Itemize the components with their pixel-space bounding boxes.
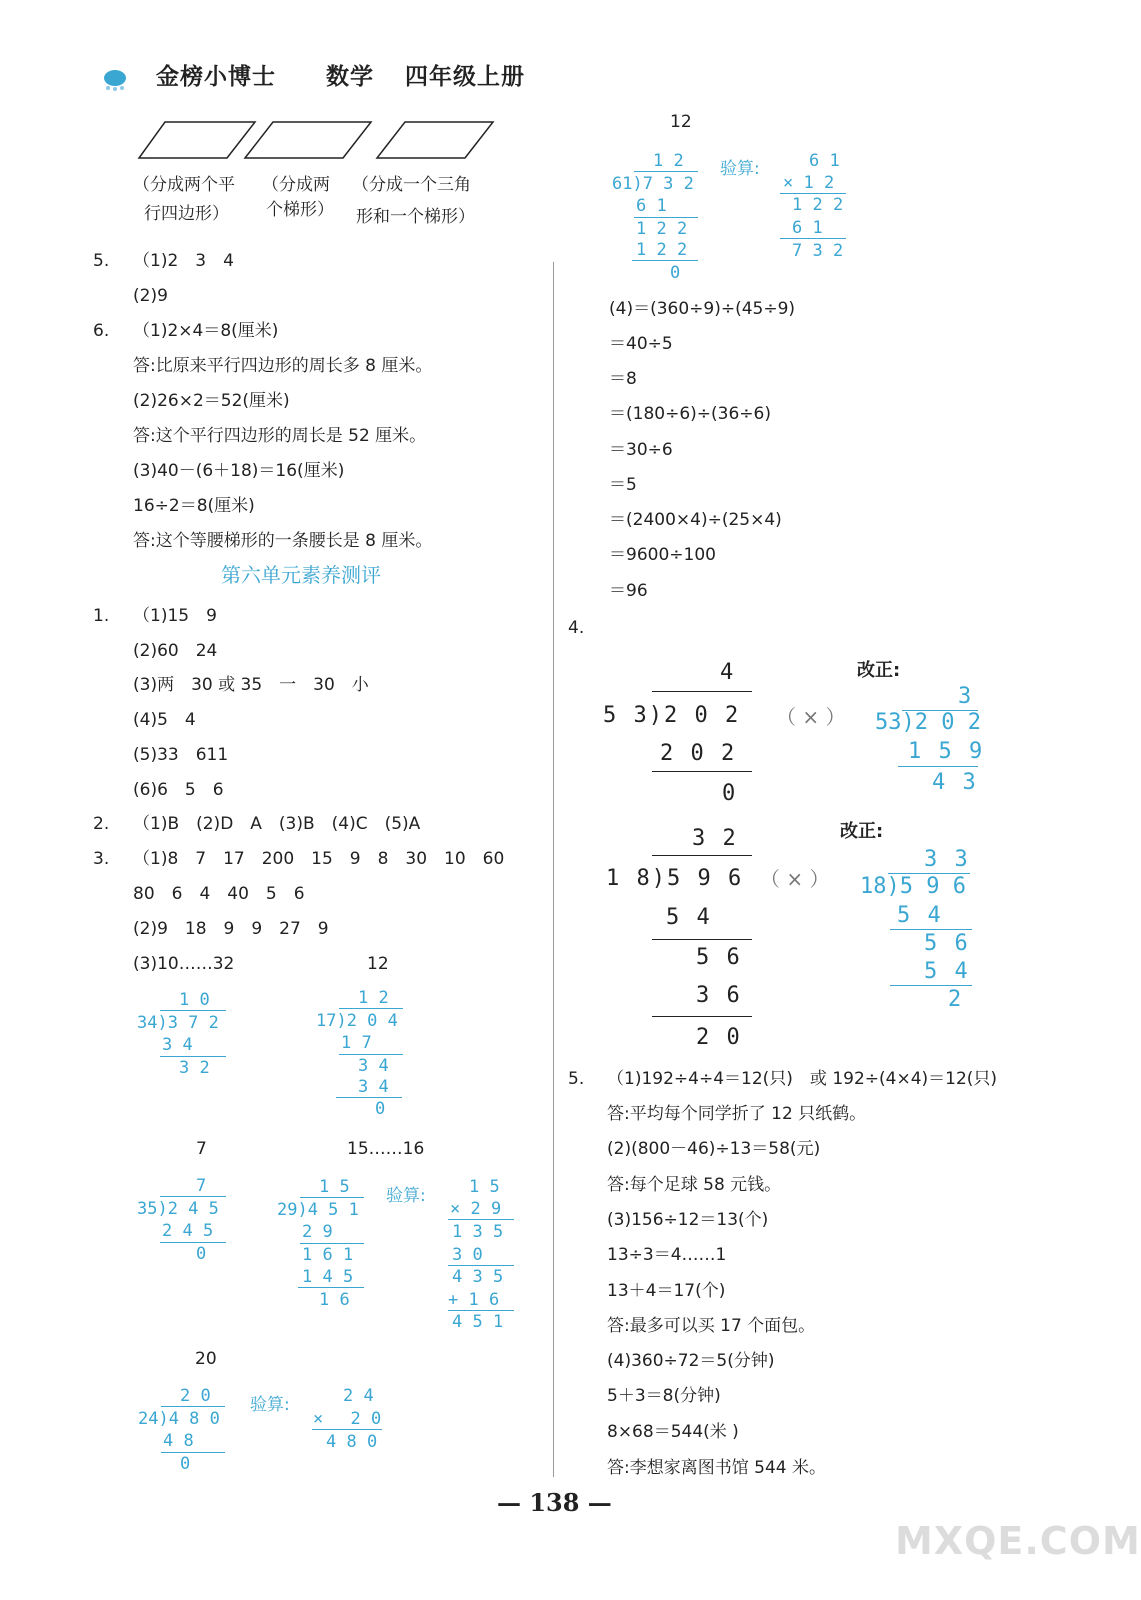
header-subject: 数学 (326, 64, 374, 90)
answer-line: （1)192÷4÷4＝12(只) 或 192÷(4×4)＝12(只) (607, 1069, 998, 1089)
check-label: 验算: (720, 159, 760, 179)
wrong-mark: （ × ） (776, 705, 846, 729)
answer-line: (4)＝(360÷9)÷(45÷9) (609, 299, 796, 319)
header-brand: 金榜小博士 (156, 64, 276, 90)
parallelogram-shapes (135, 118, 500, 163)
answer-line: 5＋3＝8(分钟) (607, 1386, 721, 1406)
check-label: 验算: (250, 1395, 290, 1415)
fix-label: 改正: (857, 660, 901, 681)
page-number: — 138 — (497, 1488, 612, 1517)
answer-line: 13÷3＝4……1 (607, 1245, 727, 1265)
answer-line: ＝9600÷100 (609, 545, 716, 565)
section-title: 第六单元素养测评 (221, 563, 381, 587)
answer-line: ＝5 (609, 475, 637, 495)
answer-line: (2)9 (133, 286, 168, 306)
question-number: 3. (93, 849, 110, 869)
answer-line: 答:李想家离图书馆 544 米。 (607, 1458, 826, 1478)
answer-line: （1)15 9 (133, 606, 217, 626)
answer-line: (2)26×2＝52(厘米) (133, 391, 290, 411)
answer-line: ＝30÷6 (609, 440, 673, 460)
question-number: 5. (93, 251, 110, 271)
answer-line: 答:这个等腰梯形的一条腰长是 8 厘米。 (133, 531, 433, 551)
shape-caption: （分成一个三角 (352, 175, 471, 195)
answer-line: (3)10……32 (133, 954, 235, 974)
answer-line: (4)5 4 (133, 710, 196, 730)
answer-line: (3)156÷12＝13(个) (607, 1210, 769, 1230)
answer-line: 16÷2＝8(厘米) (133, 496, 255, 516)
shape-caption: 形和一个梯形） (356, 207, 475, 227)
answer-line: (6)6 5 6 (133, 780, 224, 800)
fix-label: 改正: (840, 821, 884, 842)
answer-line: 答:最多可以买 17 个面包。 (607, 1316, 816, 1336)
check-label: 验算: (386, 1186, 426, 1206)
answer-line: 答:每个足球 58 元钱。 (607, 1175, 782, 1195)
answer-line: 7 (196, 1139, 207, 1159)
answer-line: 13＋4＝17(个) (607, 1281, 726, 1301)
answer-line: (5)33 611 (133, 745, 229, 765)
shape-caption: （分成两 (262, 175, 330, 195)
answer-line: （1)B (2)D A (3)B (4)C (5)A (133, 814, 421, 834)
answer-line: (2)(800－46)÷13＝58(元) (607, 1139, 821, 1159)
question-number: 1. (93, 606, 110, 626)
answer-line: (3)40－(6＋18)＝16(厘米) (133, 461, 345, 481)
question-number: 6. (93, 321, 110, 341)
wrong-mark: （ × ） (760, 867, 830, 891)
answer-line: (2)9 18 9 9 27 9 (133, 919, 329, 939)
answer-line: 80 6 4 40 5 6 (133, 884, 305, 904)
answer-line: 8×68＝544(米 ) (607, 1422, 739, 1442)
answer-line: ＝8 (609, 369, 637, 389)
answer-line: 12 (670, 112, 692, 132)
header-grade: 四年级上册 (405, 64, 525, 90)
question-number: 5. (568, 1069, 585, 1089)
column-divider (553, 262, 554, 1477)
answer-line: （1)2×4＝8(厘米) (133, 321, 279, 341)
answer-line: （1)8 7 17 200 15 9 8 30 10 60 (133, 849, 505, 869)
answer-line: 答:比原来平行四边形的周长多 8 厘米。 (133, 356, 433, 376)
answer-line: (4)360÷72＝5(分钟) (607, 1351, 775, 1371)
shape-caption: 行四边形） (144, 204, 229, 224)
answer-line: ＝40÷5 (609, 334, 673, 354)
answer-line: ＝(2400×4)÷(25×4) (609, 510, 782, 530)
answer-line: (2)60 24 (133, 641, 218, 661)
answer-line: (3)两 30 或 35 一 30 小 (133, 675, 369, 695)
answer-line: ＝(180÷6)÷(36÷6) (609, 404, 771, 424)
brand-logo-icon (100, 68, 130, 92)
answer-line: 12 (367, 954, 389, 974)
question-number: 2. (93, 814, 110, 834)
watermark: MXQE.COM (895, 1519, 1141, 1563)
answer-line: 答:这个平行四边形的周长是 52 厘米。 (133, 426, 427, 446)
shape-caption: （分成两个平 (133, 175, 235, 195)
answer-line: 15……16 (347, 1139, 425, 1159)
answer-line: （1)2 3 4 (133, 251, 234, 271)
answer-line: 20 (195, 1349, 217, 1369)
shape-caption: 个梯形） (266, 200, 334, 220)
answer-line: 答:平均每个同学折了 12 只纸鹤。 (607, 1104, 867, 1124)
question-number: 4. (568, 618, 585, 638)
answer-line: ＝96 (609, 581, 648, 601)
